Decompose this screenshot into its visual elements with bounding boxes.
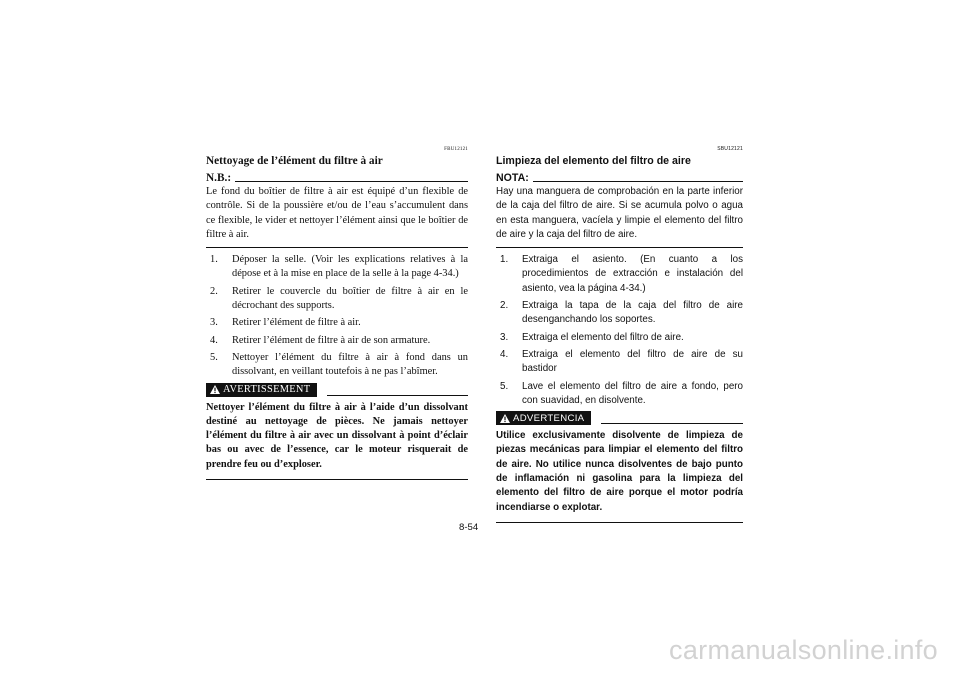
warning-header — [496, 411, 743, 425]
steps-list — [206, 253, 468, 379]
list-item — [206, 316, 468, 330]
watermark: carmanualsonline.info — [669, 635, 938, 665]
warning-rule — [327, 395, 468, 396]
note-header — [496, 172, 743, 185]
step-text: Déposer la selle. (Voir les explications relatives à la dépose et à la mise en place de la selle à la page 4-34.) — [232, 254, 468, 280]
step-number: 2. — [210, 285, 218, 297]
note-header — [206, 172, 468, 185]
list-item — [206, 253, 468, 282]
steps-list — [496, 253, 743, 408]
step-number: 3. — [500, 331, 509, 343]
step-text: Retirer le couvercle du boîtier de filtre à air en le décrochant des supports. — [232, 285, 468, 312]
step-number: 5. — [500, 380, 509, 392]
step-text: Extraiga el elemento del filtro de aire de su bastidor — [522, 348, 743, 375]
spanish-column — [496, 146, 743, 523]
note-label: N.B.: — [206, 172, 232, 184]
warning-text: Nettoyer l’élément du filtre à air à l’aide d’un dissolvant destiné au nettoyage de pièces. Ne jamais nettoyer l’élément du filtre à air avec un dissolvant à point d’éclair bas ou avec de l’essence, car le moteur risquerait de prendre feu ou d’exploser. — [206, 401, 468, 470]
step-number: 1. — [210, 254, 218, 266]
note-end-rule — [496, 247, 743, 248]
note-rule — [235, 181, 468, 182]
note-label: NOTA: — [496, 172, 529, 184]
step-text: Retirer l’élément de filtre à air. — [232, 317, 361, 329]
warning-triangle-icon — [210, 385, 220, 394]
step-text: Lave el elemento del filtro de aire a fondo, pero con suavidad, en disolvente. — [522, 380, 743, 406]
section-code: FBU12121 — [444, 147, 468, 152]
step-number: 4. — [210, 334, 218, 346]
list-item — [496, 299, 743, 328]
step-number: 4. — [500, 348, 509, 360]
note-text: Hay una manguera de comprobación en la parte inferior de la caja del filtro de aire. Si se acumula polvo o agua en esta manguera, vacíela y limpie el elemento del filtro de aire y la caja del filtro de aire. — [496, 186, 743, 240]
section-code: SBU12121 — [717, 146, 743, 152]
step-text: Extraiga el asiento. (En cuanto a los procedimientos de extracción e instalación del asiento, vea la página 4-34.) — [522, 254, 743, 294]
warning-header — [206, 383, 468, 397]
step-number: 3. — [210, 317, 218, 329]
french-column — [206, 146, 468, 480]
list-item — [206, 351, 468, 380]
note-end-rule — [206, 247, 468, 248]
warning-triangle-icon — [500, 414, 510, 423]
warning-label: ADVERTENCIA — [513, 412, 585, 424]
step-number: 1. — [500, 254, 509, 266]
step-text: Nettoyer l’élément du filtre à air à fond dans un dissolvant, en veillant toutefois à ne pas l’abîmer. — [232, 351, 468, 378]
note-text: Le fond du boîtier de filtre à air est équipé d’un flexible de contrôle. Si de la poussière et/ou de l’eau s’accumulent dans ce flexible, le vider et nettoyer l’élément ainsi que le boîtier de filtre à air. — [206, 186, 468, 240]
warning-end-rule — [496, 522, 743, 523]
warning-end-rule — [206, 479, 468, 480]
list-item — [496, 253, 743, 296]
step-number: 2. — [500, 300, 509, 312]
note-rule — [533, 181, 743, 182]
warning-badge — [206, 383, 317, 397]
section-title: Limpieza del elemento del filtro de aire — [496, 155, 691, 167]
warning-badge — [496, 411, 591, 425]
list-item — [206, 285, 468, 314]
warning-label: AVERTISSEMENT — [223, 384, 311, 396]
step-text: Extraiga la tapa de la caja del filtro de aire desenganchando los soportes. — [522, 300, 743, 326]
section-title: Nettoyage de l’élément du filtre à air — [206, 155, 383, 167]
warning-rule — [601, 423, 743, 424]
page-number: 8-54 — [459, 522, 479, 533]
step-number: 5. — [210, 351, 218, 363]
list-item — [206, 334, 468, 348]
step-text: Retirer l’élément de filtre à air de son armature. — [232, 334, 431, 346]
warning-text: Utilice exclusivamente disolvente de limpieza de piezas mecánicas para limpiar el elemento del filtro de aire. No utilice nunca disolventes de bajo punto de inflamación ni gasolina para la limpieza del elemento del filtro de aire porque el motor podría incendiarse o explotar. — [496, 430, 743, 513]
list-item — [496, 380, 743, 409]
step-text: Extraiga el elemento del filtro de aire. — [522, 331, 684, 343]
list-item — [496, 348, 743, 377]
list-item — [496, 331, 743, 345]
